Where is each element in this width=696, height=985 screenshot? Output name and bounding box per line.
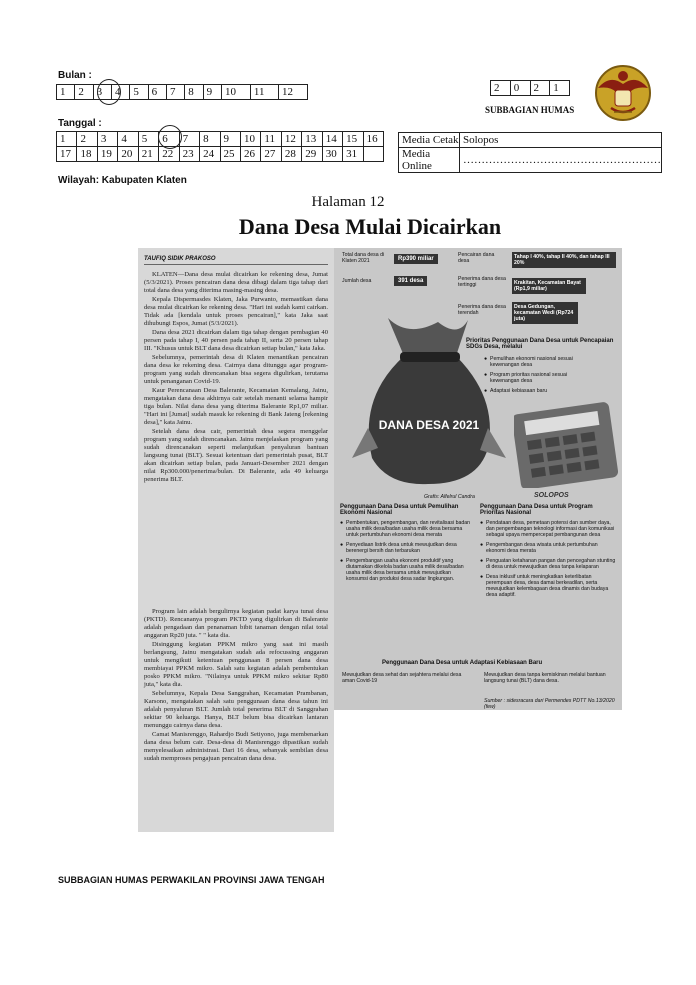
list-row (484, 372, 594, 384)
date-cell: 7 (179, 132, 199, 147)
prioritas-title: Prioritas Penggunaan Dana Desa untuk Pencapaian SDGs Desa, melalui (466, 338, 614, 350)
source-note: Sumber : sidesracara dari Permendes PDTT No.13/2020 (few) (484, 698, 615, 710)
stat-total-value: Rp390 miliar (394, 254, 438, 264)
date-cell: 11 (261, 132, 281, 147)
prioritas-list (484, 356, 594, 398)
date-cell: 17 (57, 147, 77, 162)
date-cell: 10 (240, 132, 260, 147)
date-cell: 13 (302, 132, 322, 147)
date-cell: 27 (261, 147, 281, 162)
list-item: Pemulihan ekonomi nasional sesuai kewenangan desa (490, 356, 573, 368)
article-paragraph: Sebelumnya, Kepala Desa Sanggrahan, Kecamatan Prambanan, Karsono, mengatakan salah satu penggunaan dana desa tahun ini adalah penyaluran BLT. Jumlah total penerima BLT di Sanggrahan sekitar 90 keluarga. Hanya, BLT belum bisa dicairkan lantaran menunggu cairnya dana desa. (144, 690, 328, 729)
pencairan-value: Tahap I 40%, tahap II 40%, dan tahap III 20% (512, 252, 616, 268)
date-cell: 15 (343, 132, 363, 147)
date-cell: 1 (57, 132, 77, 147)
month-cell: 1 (57, 85, 75, 100)
article-paragraph: Sebelumnya, pemerintah desa di Klaten menantikan pencairan dana desa ke rekening desa. Cairnya dana ditunggu agar program-program yang sudah direncanakan bisa segera digulirkan, terutama untuk penanganan Covid-19. (144, 354, 328, 385)
article-column-b (138, 604, 334, 832)
date-cell: 20 (118, 147, 138, 162)
bottom-item-1: Mewujudkan desa sehat dan sejahtera melalui desa aman Covid-19 (342, 672, 462, 684)
article-paragraph: Dana desa 2021 dicairkan dalam tiga tahap dengan pembagian 40 persen pada tahap I, 40 persen pada tahap II, serta 20 persen tahap III. "Khusus untuk BLT dana desa dicairkan setiap bulan," kata Jaka. (144, 329, 328, 352)
tertinggi-value: Krakitan, Kecamatan Bayat (Rp1,9 miliar) (512, 278, 586, 294)
bullet-icon: ● (480, 542, 484, 548)
footer-label: SUBBAGIAN HUMAS PERWAKILAN PROVINSI JAWA TENGAH (58, 875, 325, 885)
list-item: Desa inklusif untuk meningkatkan keterlibatan perempuan desa, desa damai berkeadilan, serta mewujudkan kelembagaan desa dinamis dan budaya desa adaptif. (486, 574, 609, 598)
brand-label: SOLOPOS (534, 492, 569, 499)
date-cell: 21 (138, 147, 158, 162)
list-item: Penyediaan listrik desa untuk mewujudkan desa berenergi bersih dan terbarukan (346, 542, 457, 554)
page-number: Halaman 12 (311, 194, 385, 210)
media-cetak-label: Media Cetak (399, 133, 460, 148)
list-item: Program prioritas nasional sesuai kewenangan desa (490, 372, 567, 384)
bottom-title: Penggunaan Dana Desa untuk Adaptasi Kebiasaan Baru (382, 660, 543, 666)
date-cell: 8 (200, 132, 220, 147)
month-cell: 5 (130, 85, 148, 100)
month-cell: 4 (111, 85, 129, 100)
article-column-a (138, 248, 334, 604)
list-row (480, 558, 618, 570)
date-cell: 14 (322, 132, 342, 147)
article-paragraph: Program lain adalah bergulirnya kegiatan padat karya tunai desa (PKTD). Rencananya program PKTD yang digulirkan di Balerante adalah pengadaan dan penanaman bibit tanaman dengan nilai total anggaran Rp20 juta. " " kata dia. (144, 608, 328, 639)
year-digit-cell: 0 (510, 81, 530, 96)
date-cell: 2 (77, 132, 97, 147)
list-item: Pengembangan usaha ekonomi produktif yang diutamakan dikelola badan usaha milik desa/badan usaha milik desa bersama untuk mewujudkan konsumsi dan produksi desa sadar lingkungan. (346, 558, 464, 582)
media-online-value: ……………………………………………… (460, 148, 662, 173)
pencairan-label: Pencairan dana desa (458, 252, 495, 264)
date-cell: 4 (118, 132, 138, 147)
month-cell: 9 (203, 85, 221, 100)
media-online-label: Media Online (399, 148, 460, 173)
date-cell: 12 (281, 132, 301, 147)
list-item: Pendataan desa, pemetaan potensi dan sumber daya, dan pengembangan teknologi informasi dan komunikasi sebagai upaya mempercepat pembangunan desa (486, 520, 615, 538)
date-cell: 29 (302, 147, 322, 162)
money-bag-icon (348, 308, 508, 490)
date-cell: 22 (159, 147, 179, 162)
date-cell: 25 (220, 147, 240, 162)
bullet-icon: ● (484, 356, 488, 362)
right-title: Penggunaan Dana Desa untuk Program Prioritas Nasional (480, 504, 593, 516)
bullet-icon: ● (340, 542, 344, 548)
bottom-item-2: Mewujudkan desa tanpa kemiskinan melalui bantuan langsung tunai (BLT) dana desa. (484, 672, 606, 684)
stat-jumlah-label: Jumlah desa (342, 278, 372, 284)
list-row (480, 574, 618, 598)
date-cell: 3 (97, 132, 117, 147)
bullet-icon: ● (480, 558, 484, 564)
byline: TAUFIQ SIDIK PRAKOSO (144, 256, 328, 265)
month-cell: 7 (166, 85, 184, 100)
terendah-label: Penerima dana desa terendah (458, 304, 506, 316)
list-row (484, 356, 594, 368)
article-paragraph: Kepala Dispermasdes Klaten, Jaka Purwanto, memastikan dana desa mulai dicairkan ke rekening desa. "Hari ini sudah kami cairkan. Tidak ada [kendala untuk proses pencairan]," kata Jaka saat dihubungi Espos, Jumat (5/3/2021). (144, 296, 328, 327)
month-cell: 2 (75, 85, 93, 100)
date-cell: 31 (343, 147, 363, 162)
bullet-icon: ● (484, 372, 488, 378)
list-row (480, 542, 618, 554)
article-paragraph: Disinggung kegiatan PPKM mikro yang saat ini masih berlangsung, Jainu mengatakan sudah ada refocussing anggaran untuk mengikuti ketentuan penggunaan 8 persen dana desa membiayai PPKM mikro. Salah satu kegiatan adalah pembentukan posko PPKM mikro. "Nilainya untuk PPKM mikro sekitar Rp80 juta," kata dia. (144, 641, 328, 688)
month-cell: 3 (93, 85, 111, 100)
infographic (334, 248, 622, 710)
list-row (480, 520, 618, 538)
date-cell: 30 (322, 147, 342, 162)
year-digit-cell: 2 (530, 81, 550, 96)
selected-month-circle (97, 79, 121, 105)
list-item: Penguatan ketahanan pangan dan pencegahan stunting di desa untuk mewujudkan desa tanpa kelaparan (486, 558, 616, 570)
date-cell: 26 (240, 147, 260, 162)
credit: Grafis: Alfelrul Candra (424, 494, 475, 500)
stat-jumlah-value: 391 desa (394, 276, 427, 286)
year-boxes (490, 80, 570, 96)
date-cell: 9 (220, 132, 240, 147)
date-cell: 6 (159, 132, 179, 147)
calculator-icon (514, 388, 618, 488)
article-paragraph: Camat Manisrenggo, Rahardjo Budi Setiyono, juga membenarkan dana desa belum cair. Desa-desa di Manisrenggo dipastikan sudah menyelesaikan administrasi. Dari 16 desa, sebanyak sembilan desa sudah memproses pengajuan pencairan dana desa. (144, 731, 328, 762)
date-cell: 18 (77, 147, 97, 162)
bullet-icon: ● (480, 520, 484, 526)
year-digit-cell: 1 (550, 81, 570, 96)
left-title: Penggunaan Dana Desa untuk Pemulihan Ekonomi Nasional (340, 504, 459, 516)
bag-label: DANA DESA 2021 (378, 418, 480, 432)
list-item: Pembentukan, pengembangan, dan revitalisasi badan usaha milik desa/badan usaha milik desa bersama untuk pertumbuhan ekonomi desa merata (346, 520, 471, 538)
list-row (340, 520, 474, 538)
terendah-value: Desa Gedungan, kecamatan Wedi (Rp724 juta) (512, 302, 578, 324)
dept-label: SUBBAGIAN HUMAS (485, 105, 575, 115)
date-cell (363, 147, 383, 162)
date-cell: 16 (363, 132, 383, 147)
left-section (340, 504, 474, 586)
right-section (480, 504, 618, 602)
article-paragraph: Kaur Perencanaan Desa Balerante, Kecamatan Kemalang, Jainu, mengatakan dana desa akhirnya cair setelah menanti selama hampir tiga bulan. Nilai dana desa yang diterima Balerante Rp1,07 miliar. "Hari ini [Jumat] sudah masuk ke rekening di Bank Jateng [rekening desa]," kata Jainu. (144, 387, 328, 426)
media-table (398, 132, 662, 173)
bullet-icon: ● (340, 520, 344, 526)
article-paragraph: Setelah dana desa cair, pemerintah desa segera menggelar program yang sudah direncanakan. Jainu menjelaskan program yang sudah direncanakan seperti melanjutkan penyaluran bantuan langsung tunai (BLT). Sesuai ketentuan dari pemerintah pusat, BLT akan dicairkan setiap bulan, pada Januari-Desember 2021 dengan nilai Rp300.000/penerima/bulan. Di Balerante, ada 49 keluarga penerima BLT. (144, 428, 328, 483)
bullet-icon: ● (484, 388, 488, 394)
tertinggi-label: Penerima dana desa tertinggi (458, 276, 506, 288)
month-cell: 8 (185, 85, 203, 100)
list-row (340, 542, 474, 554)
bulan-label: Bulan : (58, 70, 92, 81)
article-paragraph: KLATEN—Dana desa mulai dicairkan ke rekening desa, Jumat (5/3/2021). Proses pencairan dana desa dibagi dalam tiga tahap dari total dana desa yang diterima masing-masing desa. (144, 271, 328, 294)
list-row (484, 388, 594, 394)
month-cell: 6 (148, 85, 166, 100)
list-item: Adaptasi kebiasaan baru (490, 388, 548, 394)
date-grid (56, 131, 384, 162)
date-cell: 24 (200, 147, 220, 162)
month-cell: 12 (279, 85, 308, 100)
bullet-icon: ● (480, 574, 484, 580)
month-cell: 10 (221, 85, 250, 100)
date-cell: 28 (281, 147, 301, 162)
date-cell: 5 (138, 132, 158, 147)
month-grid (56, 84, 308, 100)
article-title: Dana Desa Mulai Dicairkan (238, 214, 502, 239)
tanggal-label: Tanggal : (58, 118, 102, 129)
list-row (340, 558, 474, 582)
year-digit-cell: 2 (491, 81, 511, 96)
wilayah-label: Wilayah: Kabupaten Klaten (58, 175, 187, 186)
date-cell: 23 (179, 147, 199, 162)
date-cell: 19 (97, 147, 117, 162)
stat-total-label: Total dana desa di Klaten 2021 (342, 252, 385, 264)
selected-date-circle (158, 125, 182, 149)
media-cetak-value: Solopos (460, 133, 662, 148)
list-item: Pengembangan desa wisata untuk pertumbuhan ekonomi desa merata (486, 542, 598, 554)
bullet-icon: ● (340, 558, 344, 564)
month-cell: 11 (250, 85, 278, 100)
garuda-emblem-icon (592, 62, 654, 124)
